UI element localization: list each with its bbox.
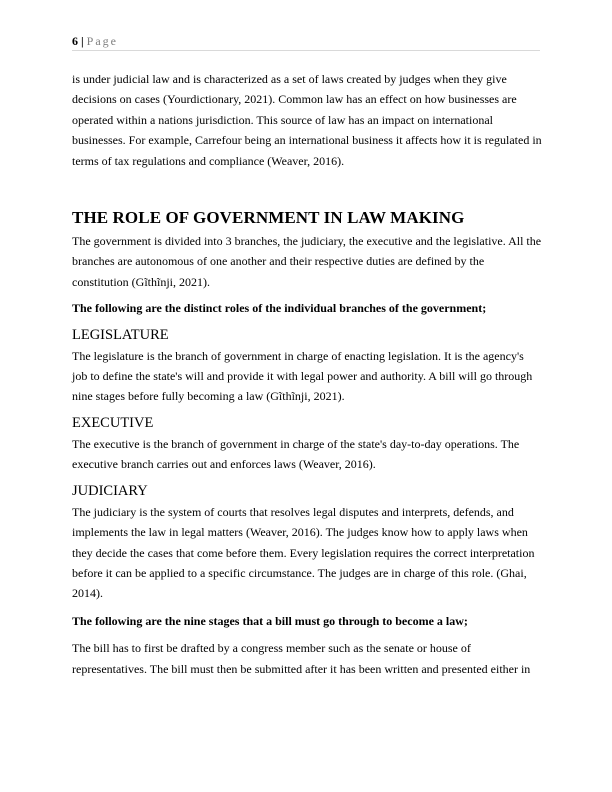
page-number: 6 xyxy=(72,34,78,48)
page-body xyxy=(72,69,542,679)
government-paragraph: The government is divided into 3 branches, the judiciary, the executive and the legislative. All the branches are autonomous of one another and their respective duties are defined by the constitution (Gĩthĩnji, 2021). xyxy=(72,234,542,289)
executive-heading: EXECUTIVE xyxy=(72,414,154,431)
legislature-paragraph: The legislature is the branch of government in charge of enacting legislation. It is the agency's job to define the state's will and provide it with legal power and authority. A bill will go through nine stages before fully becoming a law (Gĩthĩnji, 2021). xyxy=(72,348,533,404)
header-separator: | xyxy=(78,34,87,48)
legislature-heading: LEGISLATURE xyxy=(72,326,169,343)
executive-paragraph: The executive is the branch of government in charge of the state's day-to-day operations. The executive branch carries out and enforces laws (Weaver, 2016). xyxy=(72,436,520,472)
stages-paragraph: The bill has to first be drafted by a congress member such as the senate or house of representatives. The bill must then be submitted after it has been written and presented either in xyxy=(72,641,531,676)
roles-intro: The following are the distinct roles of the individual branches of the government; xyxy=(72,301,487,316)
page-header xyxy=(72,34,540,51)
judiciary-paragraph: The judiciary is the system of courts that resolves legal disputes and interprets, defends, and implements the law in legal matters (Weaver, 2016). The judges know how to apply laws when they decide the cases that come before them. Every legislation requires the correct interpretation before it can be applied to a specific circumstance. The judges are in charge of this role. (Ghai, 2014). xyxy=(72,504,535,601)
stages-intro: The following are the nine stages that a bill must go through to become a law; xyxy=(72,613,468,628)
page-label: Page xyxy=(86,34,118,48)
section-heading: THE ROLE OF GOVERNMENT IN LAW MAKING xyxy=(72,208,465,228)
intro-paragraph: is under judicial law and is characterized as a set of laws created by judges when they give decisions on cases (Yourdictionary, 2021). Common law has an effect on how businesses are operated within a nations jurisdiction. This source of law has an impact on international businesses. For example, Carrefour being an international business it affects how it is regulated in terms of tax regulations and compliance (Weaver, 2016). xyxy=(72,72,542,168)
judiciary-heading: JUDICIARY xyxy=(72,482,148,499)
spacer xyxy=(72,171,542,205)
